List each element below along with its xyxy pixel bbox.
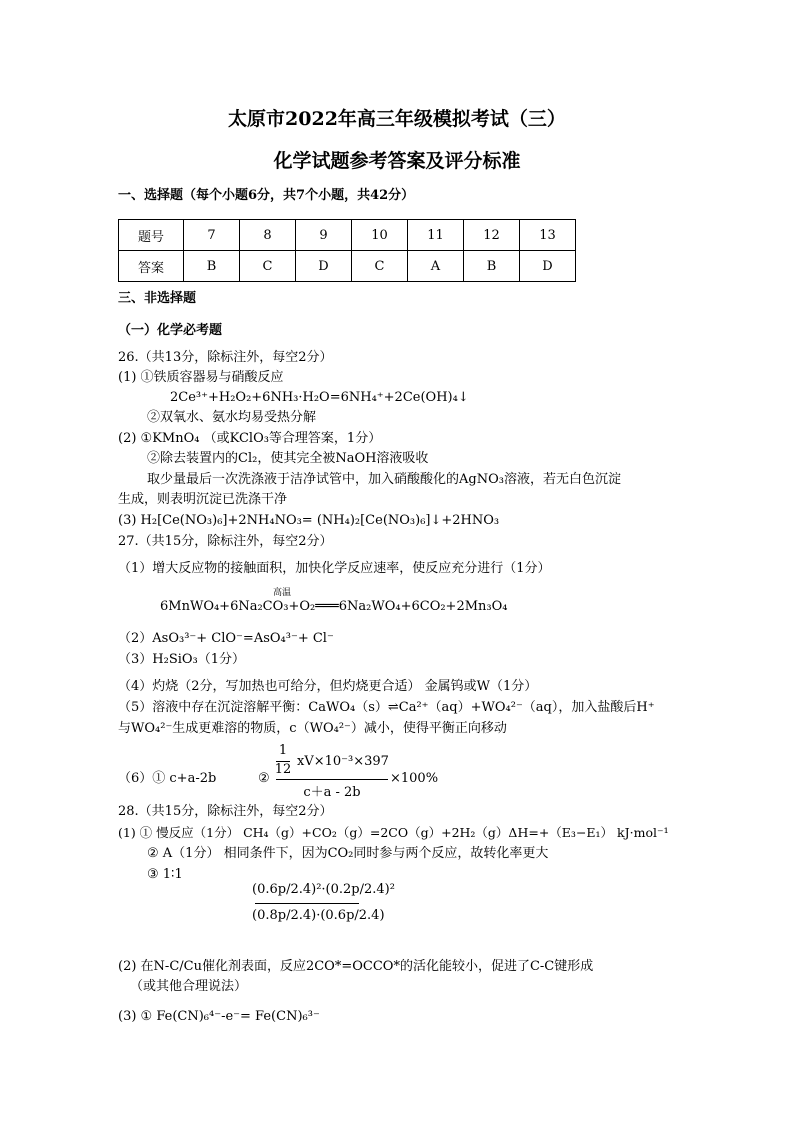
q26-equation: 2Ce³⁺+H₂O₂+6NH₃·H₂O=6NH₄⁺+2Ce(OH)₄↓	[170, 390, 469, 405]
table-cell: B	[464, 251, 520, 282]
q26-line: 取少量最后一次洗涤液于洁净试管中，加入硝酸酸化的AgNO₃溶液，若无白色沉淀	[147, 472, 621, 487]
q28-line: (2) 在N-C/Cu催化剂表面，反应2CO*=OCCO*的活化能较小，促进了C-C键形成	[118, 959, 594, 974]
q26-line: ②除去装置内的Cl₂，使其完全被NaOH溶液吸收	[147, 451, 429, 466]
table-row	[119, 220, 576, 251]
table-cell: 9	[296, 220, 352, 251]
table-cell: B	[184, 251, 240, 282]
q27-answer: （6）① c+a-2b	[118, 771, 217, 786]
table-cell: A	[408, 251, 464, 282]
q26-equation: (3) H₂[Ce(NO₃)₆]+2NH₄NO₃= (NH₄)₂[Ce(NO₃)₆]↓+2HNO₃	[118, 513, 500, 528]
table-cell: 10	[352, 220, 408, 251]
q27-line: （1）增大反应物的接触面积，加快化学反应速率，使反应充分进行（1分）	[118, 561, 551, 576]
section-choice-heading: 一、选择题（每个小题6分，共7个小题，共42分）	[118, 188, 415, 203]
q28-header: 28.（共15分，除标注外，每空2分）	[118, 804, 333, 819]
page-title: 太原市2022年高三年级模拟考试（三）	[228, 108, 566, 130]
table-cell: 12	[464, 220, 520, 251]
page-subtitle: 化学试题参考答案及评分标准	[273, 150, 521, 172]
kp-numerator: (0.6p/2.4)²·(0.2p/2.4)²	[252, 882, 395, 897]
table-cell: C	[240, 251, 296, 282]
q26-line: (2) ①KMnO₄ （或KClO₃等合理答案，1分）	[118, 431, 382, 446]
kp-denominator: (0.8p/2.4)·(0.6p/2.4)	[252, 908, 385, 923]
q27-header: 27.（共15分，除标注外，每空2分）	[118, 534, 333, 549]
fraction-denominator: c＋a - 2b	[303, 785, 361, 800]
fraction-numerator: 1	[278, 743, 288, 758]
subsection-required-heading: （一）化学必考题	[118, 323, 223, 338]
q27-equation: 6MnWO₄+6Na₂CO₃+O₂═══6Na₂WO₄+6CO₂+2Mn₃O₄	[160, 599, 508, 614]
table-cell: 11	[408, 220, 464, 251]
table-cell: 13	[520, 220, 576, 251]
table-row-label: 题号	[119, 220, 184, 251]
q27-equation: （2）AsO₃³⁻+ ClO⁻=AsO₄³⁻+ Cl⁻	[118, 631, 334, 646]
q26-line: 生成，则表明沉淀已洗涤干净	[118, 492, 288, 507]
table-row	[119, 251, 576, 282]
q28-equation: (3) ① Fe(CN)₆⁴⁻-e⁻= Fe(CN)₆³⁻	[118, 1009, 320, 1024]
reaction-condition: 高温	[273, 588, 292, 598]
answer-table	[118, 219, 576, 282]
q26-line: ②双氧水、氨水均易受热分解	[147, 410, 317, 425]
q28-line: （或其他合理说法）	[130, 979, 248, 994]
fraction-denominator: 12	[274, 762, 292, 777]
q26-header: 26.（共13分，除标注外，每空2分）	[118, 350, 333, 365]
q27-line: （4）灼烧（2分，写加热也可给分，但灼烧更合适） 金属钨或W（1分）	[118, 679, 538, 694]
q28-line: ② A（1分） 相同条件下，因为CO₂同时参与两个反应，故转化率更大	[147, 846, 549, 861]
percent-suffix: ×100%	[390, 771, 439, 786]
table-cell: D	[520, 251, 576, 282]
fraction-bar	[255, 903, 359, 904]
q27-line: 与WO₄²⁻生成更难溶的物质，c（WO₄²⁻）减小，使得平衡正向移动	[118, 721, 507, 736]
table-row-label: 答案	[119, 251, 184, 282]
table-cell: 8	[240, 220, 296, 251]
q28-line: (1) ① 慢反应（1分） CH₄（g）+CO₂（g）=2CO（g）+2H₂（g）ΔH=+（E₃−E₁） kJ·mol⁻¹	[118, 825, 669, 840]
table-cell: D	[296, 251, 352, 282]
q27-line: （5）溶液中存在沉淀溶解平衡：CaWO₄（s）⇌Ca²⁺（aq）+WO₄²⁻（aq），加入盐酸后H⁺	[118, 700, 655, 715]
fraction-bar	[276, 779, 388, 780]
fraction-numerator: xV×10⁻³×397	[297, 754, 389, 769]
q27-answer-label: ②	[258, 771, 270, 786]
q27-line: （3）H₂SiO₃（1分）	[118, 652, 246, 667]
q28-line: ③ 1∶1	[147, 867, 183, 882]
section-nonchoice-heading: 三、非选择题	[118, 291, 197, 306]
table-cell: C	[352, 251, 408, 282]
q26-line: (1) ①铁质容器易与硝酸反应	[118, 370, 284, 385]
table-cell: 7	[184, 220, 240, 251]
